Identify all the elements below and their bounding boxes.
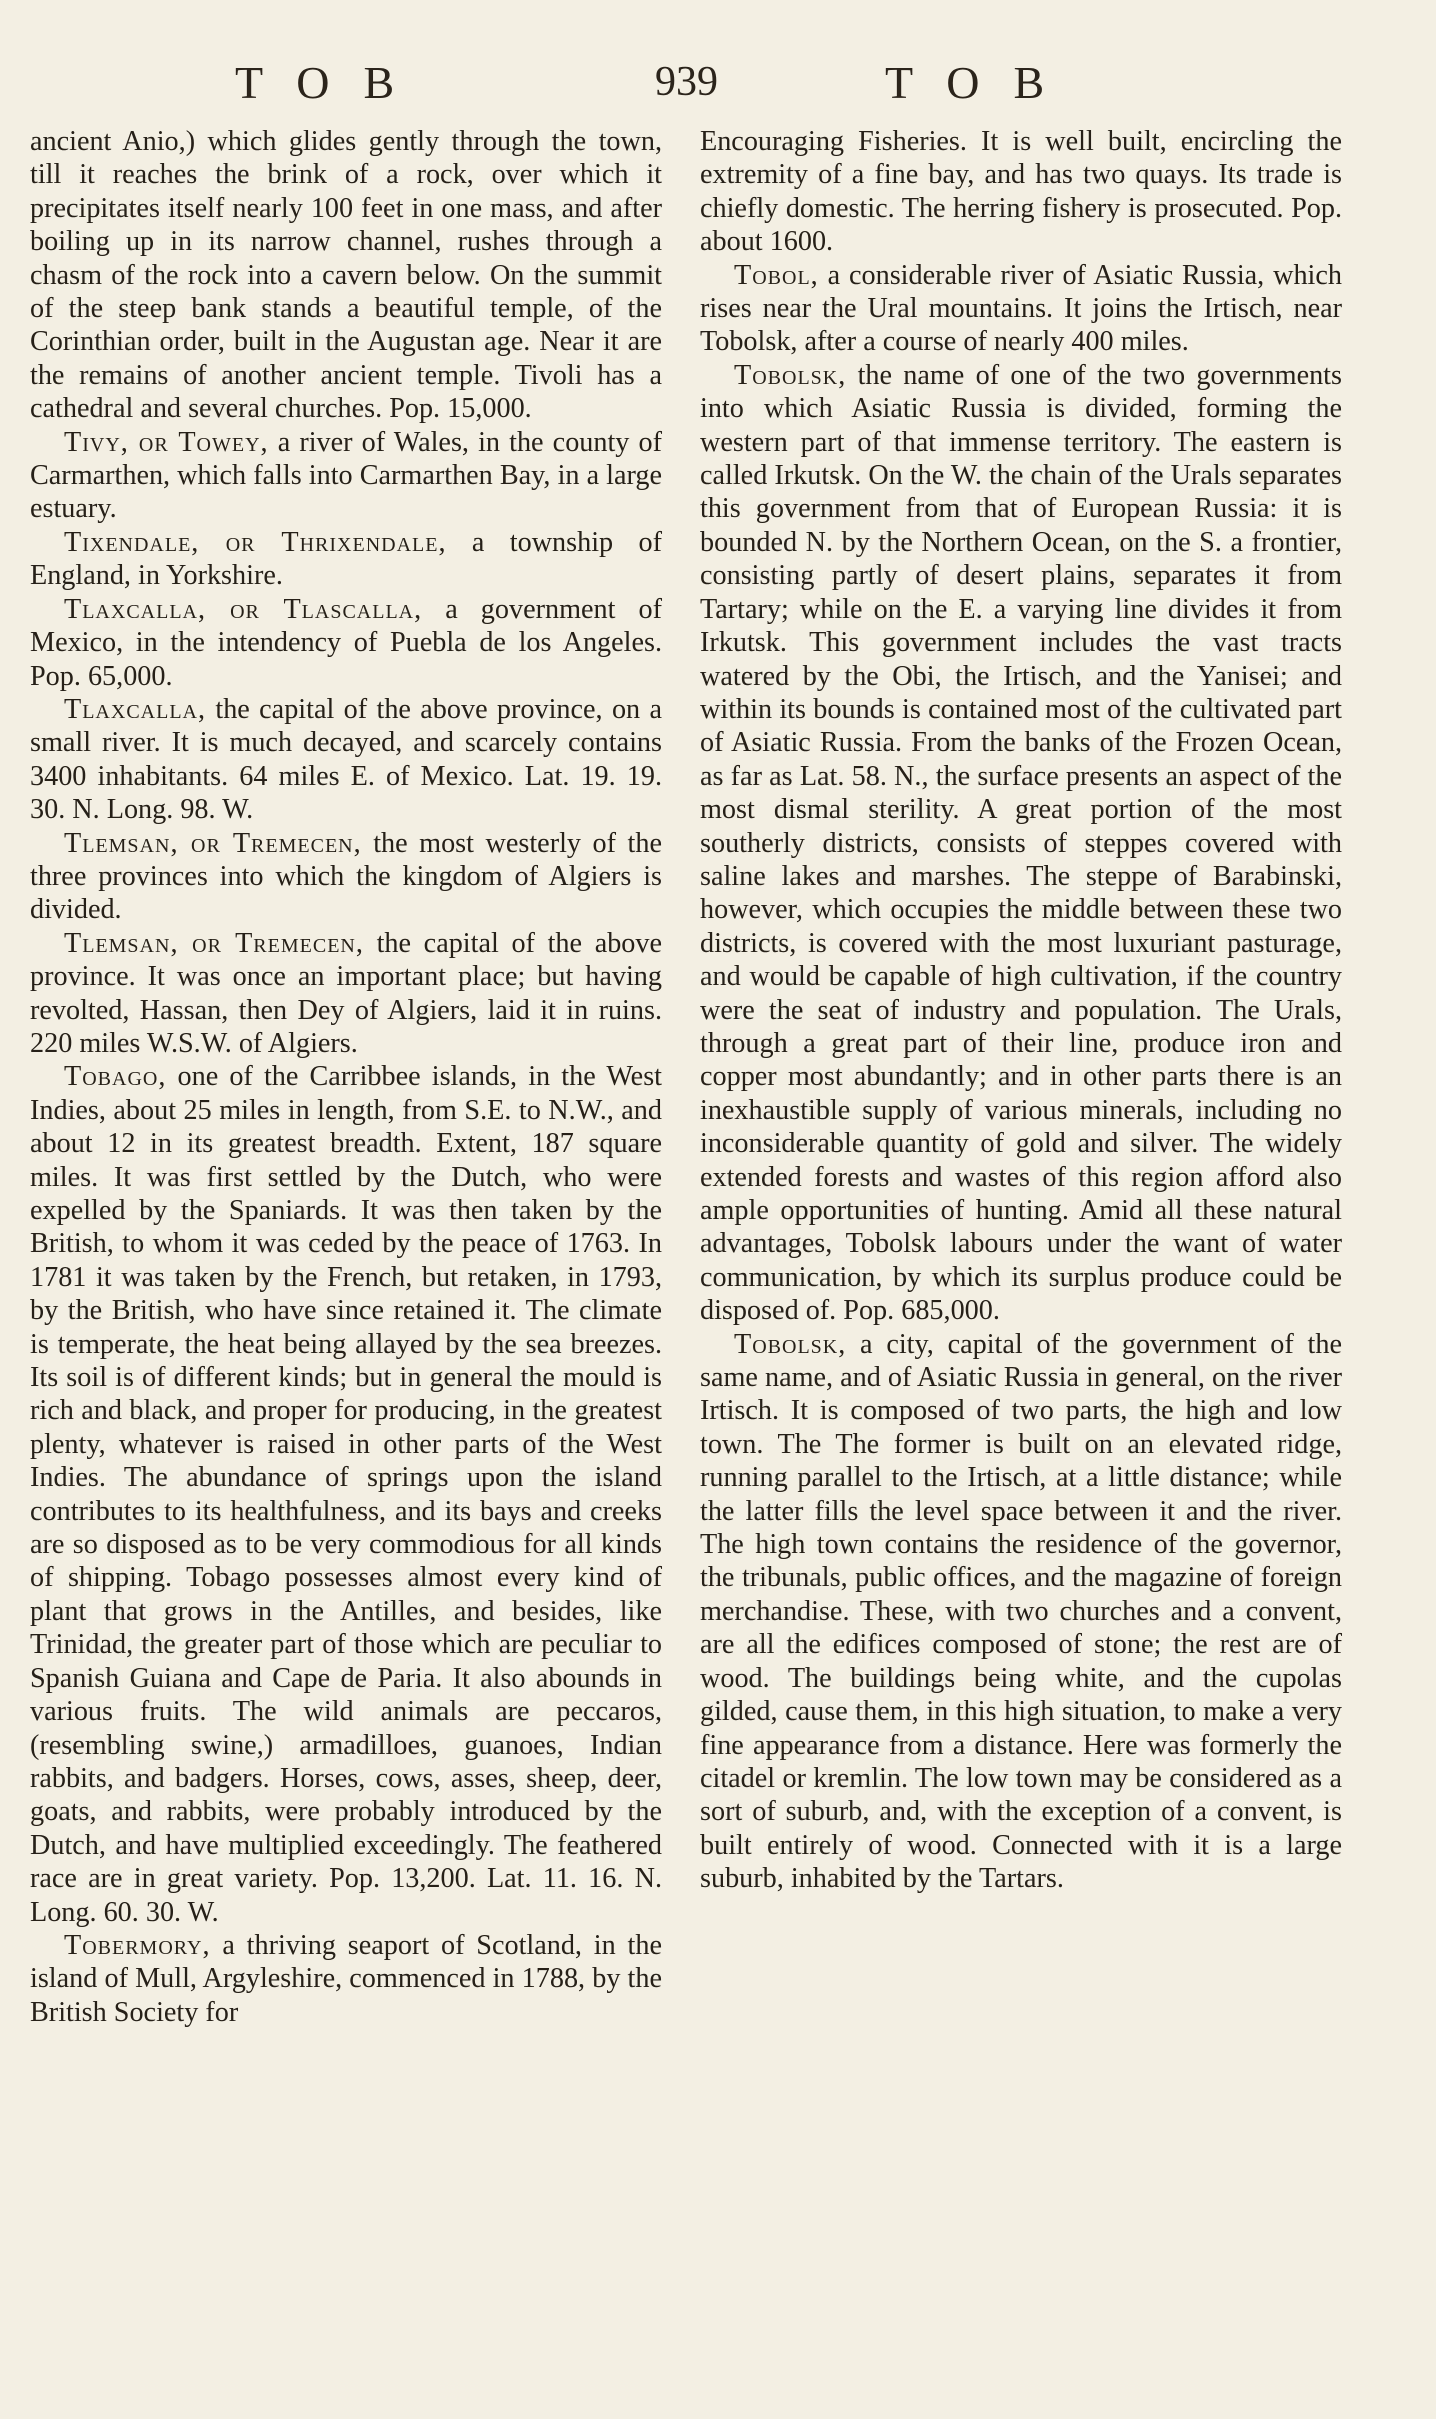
- entry-headword: Tlaxcalla, or Tlascalla,: [64, 593, 423, 625]
- entry-text: the most westerly of the three provinces into which the kingdom of Algiers is divided.: [30, 827, 662, 926]
- entry-text: a city, capital of the government of the same name, and of Asiatic Russia in general, on the river Irtisch. It is composed of two parts, the high and low town. The The former is built on an elevated ridge, running parallel to the Irtisch, at a little distance; while the latter fills the level space between it and the river. The high town contains the residence of the governor, the tribunals, public offices, and the magazine of foreign merchandise. These, with two churches and a convent, are all the edifices composed of stone; the rest are of wood. The buildings being white, and the cupolas gilded, cause them, in this high situation, to make a very fine appearance from a distance. Here was formerly the citadel or kremlin. The low town may be considered as a sort of suburb, and, with the exception of a convent, is built entirely of wood. Connected with it is a large suburb, inhabited by the Tartars.: [700, 1328, 1342, 1895]
- entry-text: a river of Wales, in the county of Carmarthen, which falls into Carmarthen Bay, in a large estuary.: [30, 426, 662, 525]
- entry-text: a township of England, in Yorkshire.: [30, 526, 662, 592]
- entry-text: ancient Anio,) which glides gently through the town, till it reaches the brink of a rock, over which it precipitates itself nearly 100 feet in one mass, and after boiling up in its narrow channel, rushes through a chasm of the rock into a cavern below. On the summit of the steep bank stands a beautiful temple, of the Corinthian order, built in the Augustan age. Near it are the remains of another ancient temple. Tivoli has a cathedral and several churches. Pop. 15,000.: [30, 126, 662, 425]
- entry-text: the name of one of the two governments into which Asiatic Russia is divided, forming the western part of that immense territory. The eastern is called Irkutsk. On the W. the chain of the Urals separates this government from that of European Russia: it is bounded N. by the Northern Ocean, on the S. a frontier, consisting partly of desert plains, separates it from Tartary; while on the E. a varying line divides it from Irkutsk. This government includes the vast tracts watered by the Obi, the Irtisch, and the Yanisei; and within its bounds is contained most of the cultivated part of Asiatic Russia. From the banks of the Frozen Ocean, as far as Lat. 58. N., the surface presents an aspect of the most dismal sterility. A great portion of the most southerly districts, consists of steppes covered with saline lakes and marshes. The steppe of Barabinski, however, which occupies the middle between these two districts, is covered with the most luxuriant pasturage, and would be capable of high cultivation, if the country were the seat of industry and population. The Urals, through a great part of their line, produce iron and copper most abundantly; and in other parts there is an inexhaustible supply of various minerals, including no inconsiderable quantity of gold and silver. The widely extended forests and wastes of this region afford also ample opportunities of hunting. Amid all these natural advantages, Tobolsk labours under the want of water communication, by which its surplus produce could be disposed of. Pop. 685,000.: [700, 359, 1342, 1327]
- entry-tobol: [700, 259, 1342, 359]
- entry-tixendale: [30, 526, 662, 593]
- running-header: [0, 50, 1436, 120]
- entry-tobolsk-city: [700, 1328, 1342, 1896]
- entry-headword: Tlemsan, or Tremecen,: [64, 927, 364, 959]
- entry-text: a thriving seaport of Scotland, in the island of Mull, Argyleshire, commenced in 1788, by the British Society for: [30, 1929, 662, 2028]
- entry-text: the capital of the above province. It was once an important place; but having revolted, Hassan, then Dey of Algiers, laid it in ruins. 220 miles W.S.W. of Algiers.: [30, 927, 663, 1059]
- entry-tlaxcalla-capital: [30, 693, 662, 827]
- entry-tobermory-continuation: [700, 125, 1342, 259]
- entry-text: a government of Mexico, in the intendency of Puebla de los Angeles. Pop. 65,000.: [30, 593, 662, 692]
- page-number: 939: [655, 59, 718, 105]
- entry-tlemsan-capital: [30, 927, 662, 1061]
- entry-tivy: [30, 426, 662, 526]
- entry-headword: Tobolsk,: [734, 359, 847, 391]
- entry-anio-continuation: [30, 125, 662, 426]
- entry-text: a considerable river of Asiatic Russia, which rises near the Ural mountains. It joins the Irtisch, near Tobolsk, after a course of nearly 400 miles.: [700, 259, 1342, 358]
- entry-text: Encouraging Fisheries. It is well built, encircling the extremity of a fine bay, and has two quays. Its trade is chiefly domestic. The herring fishery is prosecuted. Pop. about 1600.: [700, 126, 1342, 258]
- entry-tobolsk-government: [700, 359, 1342, 1328]
- entry-headword: Tobermory,: [64, 1929, 211, 1961]
- entry-headword: Tixendale, or Thrixendale,: [64, 526, 447, 558]
- entry-tobago: [30, 1060, 662, 1929]
- right-column: [700, 125, 1342, 1896]
- entry-headword: Tlemsan, or Tremecen,: [64, 827, 362, 859]
- entry-tlaxcalla-government: [30, 593, 662, 693]
- entry-text: one of the Carribbee islands, in the West Indies, about 25 miles in length, from S.E. to N.W., and about 12 in its greatest breadth. Extent, 187 square miles. It was first settled by the Dutch, who were expelled by the Spaniards. It was then taken by the British, to whom it was ceded by the peace of 1763. In 1781 it was taken by the French, but retaken, in 1793, by the British, who have since retained it. The climate is temperate, the heat being allayed by the sea breezes. Its soil is of different kinds; but in general the mould is rich and black, and proper for producing, in the greatest plenty, whatever is raised in other parts of the West Indies. The abundance of springs upon the island contributes to its healthfulness, and its bays and creeks are so disposed as to be very commodious for all kinds of shipping. Tobago possesses almost every kind of plant that grows in the Antilles, and besides, like Trinidad, the greater part of those which are peculiar to Spanish Guiana and Cape de Paria. It also abounds in various fruits. The wild animals are peccaros, (resembling swine,) armadilloes, guanoes, Indian rabbits, and badgers. Horses, cows, asses, sheep, deer, goats, and rabbits, were probably introduced by the Dutch, and have multiplied exceedingly. The feathered race are in great variety. Pop. 13,200. Lat. 11. 16. N. Long. 60. 30. W.: [30, 1061, 662, 1928]
- entry-headword: Tobolsk,: [734, 1328, 847, 1360]
- entry-tobermory: [30, 1929, 662, 2029]
- entry-headword: Tobol,: [734, 259, 819, 291]
- entry-headword: Tivy, or Towey,: [64, 426, 269, 458]
- entry-headword: Tlaxcalla,: [64, 693, 207, 725]
- entry-tlemsan-province: [30, 827, 662, 927]
- entry-headword: Tobago,: [64, 1061, 167, 1093]
- left-column: [30, 125, 662, 2029]
- header-right-word: TOB: [885, 57, 1079, 108]
- entry-text: the capital of the above province, on a small river. It is much decayed, and scarcely contains 3400 inhabitants. 64 miles E. of Mexico. Lat. 19. 19. 30. N. Long. 98. W.: [30, 693, 662, 826]
- header-left-word: TOB: [235, 57, 429, 108]
